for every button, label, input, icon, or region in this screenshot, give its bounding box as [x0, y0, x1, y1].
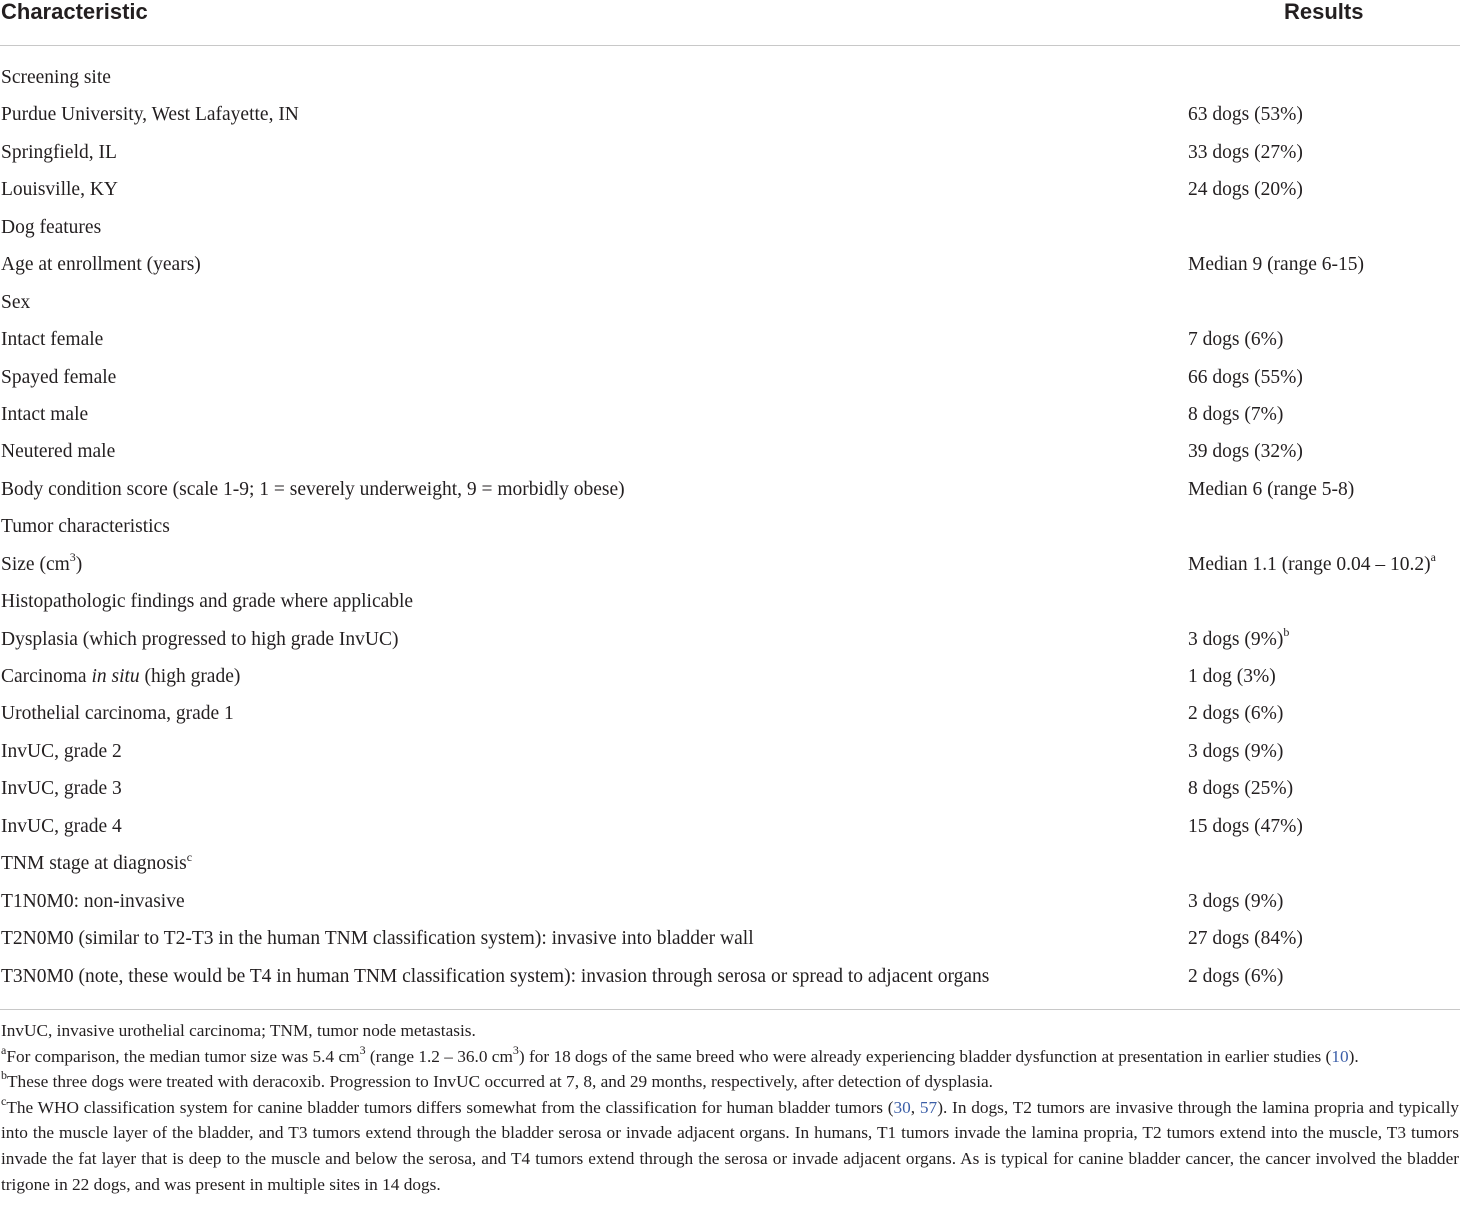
row-label: InvUC, grade 3 [1, 778, 122, 800]
footer-divider [0, 1009, 1460, 1010]
footnote-c: $^c$The WHO classification system for canine bladder tumors differs somewhat from the classification for human bladder tumors (30, 57). In dogs, T2 tumors are invasive through the lamina propria and typically into the muscle layer of the bladder, and T3 tumors extend through the bladder serosa or invade adjacent organs. In humans, T1 tumors invade the lamina propria, T2 tumors extend into the muscle, T3 tumors invade the fat layer that is deep to the muscle and below the serosa, and T4 tumors extend through the serosa or invade adjacent organs. As is typical for canine bladder cancer, the cancer involved the bladder trigone in 22 dogs, and was present in multiple sites in 14 dogs. [1, 1094, 1460, 1194]
row-value: 3 dogs $(9\%)^b$ [1188, 625, 1290, 650]
row-value: Median 1.1 (range 0.04 – 10.2)$^a$ [1188, 550, 1436, 575]
footnote-b: $^b$These three dogs were treated with deracoxib. Progression to InvUC occurred at 7, 8, and 29 months, respectively, after detection of dysplasia. [1, 1068, 994, 1092]
row-label: Carcinoma in situ (high grade) [1, 666, 241, 687]
row-value: 15 dogs (47%) [1188, 815, 1303, 837]
table-row [0, 246, 1460, 283]
table-row [0, 845, 1460, 882]
row-label: Screening site [1, 67, 111, 88]
table-row [0, 433, 1460, 470]
row-label: Purdue University, West Lafayette, IN [1, 104, 299, 126]
header-characteristic: Characteristic [1, 0, 148, 24]
row-value: 2 dogs (6%) [1188, 703, 1284, 725]
row-value: 3 dogs (9%) [1188, 890, 1284, 912]
table-header [0, 0, 1460, 24]
row-label: Dog features [1, 216, 102, 238]
row-label: T2N0M0 (similar to T2-T3 in the human TNM classification system): invasive into bladder wall [1, 928, 754, 950]
row-label: TNM stage at diagnosis$^c$ [1, 849, 193, 875]
row-value: 33 dogs (27%) [1188, 141, 1303, 163]
table-row [0, 59, 1460, 96]
table-row [0, 209, 1460, 246]
table-row [0, 621, 1460, 658]
table-row [0, 770, 1460, 807]
row-label: Springfield, IL [1, 141, 117, 163]
reference-link[interactable]: 30 [893, 1097, 911, 1117]
table-row [0, 471, 1460, 508]
reference-link[interactable]: 57 [919, 1097, 938, 1117]
table-row [0, 321, 1460, 358]
row-value: 7 dogs (6%) [1188, 329, 1284, 351]
table-row [0, 396, 1460, 433]
row-value: 2 dogs (6%) [1188, 965, 1284, 987]
row-value: 24 dogs (20%) [1188, 179, 1303, 201]
row-label: Size $(cm^3)$ [1, 550, 83, 575]
row-label: Histopathologic findings and grade where applicable [1, 591, 414, 613]
reference-link[interactable]: 10 [1331, 1046, 1349, 1066]
table-row [0, 546, 1460, 583]
row-value: 63 dogs (53%) [1188, 104, 1303, 126]
footnote-abbreviations: InvUC, invasive urothelial carcinoma; TNM, tumor node metastasis. [1, 1021, 476, 1040]
row-label: Intact female [1, 329, 104, 351]
row-label: Sex [1, 291, 31, 313]
row-value: 1 dog (3%) [1188, 666, 1276, 687]
header-divider [0, 45, 1460, 46]
table-row [0, 808, 1460, 845]
row-label: InvUC, grade 2 [1, 740, 122, 762]
table-row [0, 958, 1460, 995]
table-row [0, 171, 1460, 208]
row-value: 66 dogs (55%) [1188, 366, 1303, 388]
header-results: Results [1284, 0, 1364, 24]
row-label: T3N0M0 (note, these would be T4 in human TNM classification system): invasion through serosa or spread to adjacent organs [1, 965, 990, 987]
row-label: Age at enrollment (years) [1, 254, 201, 276]
table-row [0, 883, 1460, 920]
row-label: T1N0M0: non-invasive [1, 890, 185, 912]
row-value: 39 dogs (32%) [1188, 441, 1303, 463]
row-label: Intact male [1, 403, 89, 425]
table-row [0, 695, 1460, 732]
row-label: Dysplasia (which progressed to high grade InvUC) [1, 628, 399, 650]
table-row [0, 134, 1460, 171]
row-label: Body condition score (scale 1-9; 1 = severely underweight, 9 = morbidly obese) [1, 478, 625, 500]
table-row [0, 359, 1460, 396]
row-value: 8 dogs (7%) [1188, 403, 1284, 425]
row-label: Spayed female [1, 366, 117, 388]
row-value: Median 6 (range 5-8) [1188, 478, 1355, 500]
row-value: Median 9 (range 6-15) [1188, 254, 1364, 276]
row-label: InvUC, grade 4 [1, 815, 122, 837]
row-label: Neutered male [1, 441, 116, 463]
table-footnotes [1, 1018, 1459, 1197]
table-row [0, 284, 1460, 321]
row-value: 27 dogs (84%) [1188, 928, 1303, 950]
row-label: Tumor characteristics [1, 516, 170, 538]
table-row [0, 658, 1460, 695]
row-value: 3 dogs (9%) [1188, 740, 1284, 762]
table-row [0, 96, 1460, 133]
row-label: Louisville, KY [1, 179, 118, 201]
table-body [0, 59, 1460, 995]
footnote-a: $^a$For comparison, the median tumor size was 5.4 $cm^3$ (range 1.2 – 36.0 $cm^3$) for 18 dogs of the same breed who were already experiencing bladder dysfunction at presentation in earlier studies (10). [1, 1042, 1359, 1066]
table-row [0, 583, 1460, 620]
row-label: Urothelial carcinoma, grade 1 [1, 703, 234, 725]
table-row [0, 733, 1460, 770]
table-row [0, 920, 1460, 957]
table-row [0, 508, 1460, 545]
row-value: 8 dogs (25%) [1188, 778, 1294, 800]
